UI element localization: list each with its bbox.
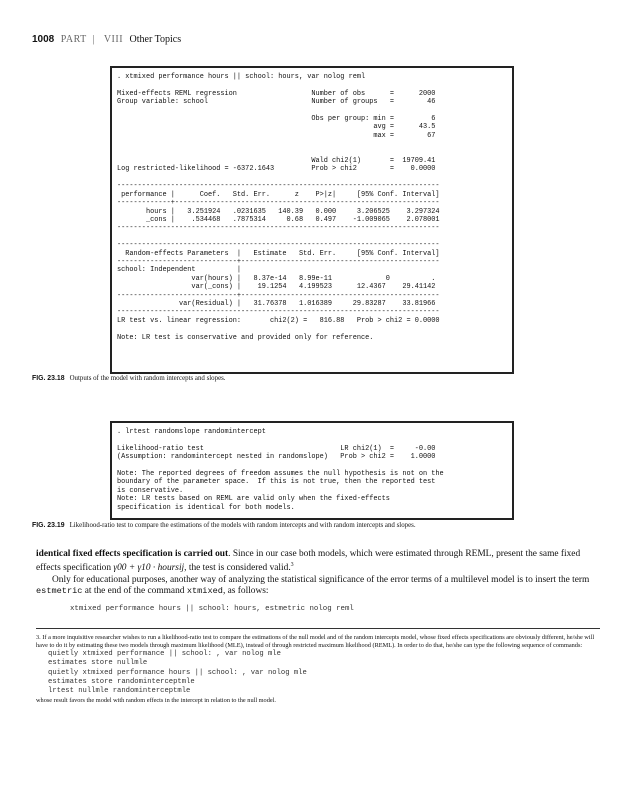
paragraph-2 xyxy=(36,575,601,597)
footnote-code xyxy=(48,650,602,697)
output-line: Group variable: school Number of groups = 46 xyxy=(117,98,436,107)
output-line: -------------+---------------------------------------------------------------- xyxy=(117,199,440,208)
output-line: Wald chi2(1) = 19709.41 xyxy=(117,157,436,166)
part-number: VIII xyxy=(103,34,124,45)
text-run: at the end of the command xyxy=(82,585,187,596)
footnote-ref: 3 xyxy=(290,562,294,569)
page-number: 1008 xyxy=(32,34,55,45)
code-line: quietly xtmixed performance hours || school: , var nolog mle xyxy=(48,668,307,677)
output-line: is conservative. xyxy=(117,486,184,495)
output-line: Note: LR test is conservative and provided only for reference. xyxy=(117,333,374,342)
output-line: performance | Coef. Std. Err. z P>|z| [95% Conf. Interval] xyxy=(117,190,440,199)
figure-23-19-caption xyxy=(32,522,416,529)
output-line xyxy=(117,436,512,444)
code-line: estimates store nullmle xyxy=(48,659,148,668)
code-line: lrtest nullmle randominterceptmle xyxy=(48,687,191,696)
formula: γ00 + γ10 · hoursij xyxy=(113,563,185,574)
bold-phrase: identical fixed effects specification is carried out xyxy=(36,549,229,559)
output-line: Random-effects Parameters | Estimate Std. Err. [95% Conf. Interval] xyxy=(117,249,440,258)
output-line: avg = 43.5 xyxy=(117,123,436,132)
text-run: , the test is considered valid. xyxy=(184,563,291,574)
output-line: school: Independent | xyxy=(117,266,242,275)
output-line: max = 67 xyxy=(117,131,436,140)
paragraph-1 xyxy=(36,549,601,575)
output-line: var(hours) | 8.37e-14 8.99e-11 0 . xyxy=(117,274,436,283)
output-line: LR test vs. linear regression: chi2(2) = 816.88 Prob > chi2 = 0.0000 xyxy=(117,316,440,325)
figure-23-18-output xyxy=(110,66,514,374)
output-line: (Assumption: randomintercept nested in randomslope) Prob > chi2 = 1.0000 xyxy=(117,453,436,462)
text-run: Only for educational purposes, another way of analyzing the statistical significance of the error terms of a multilevel model is to insert the term xyxy=(52,574,590,585)
footnote-end: whose result favors the model with random effects in the intercept in relation to the null model. xyxy=(36,696,276,704)
inline-code: xtmixed xyxy=(186,585,223,596)
figure-label: FIG. 23.18 xyxy=(32,375,65,382)
output-line: Note: The reported degrees of freedom assumes the null hypothesis is not on the xyxy=(117,470,444,479)
code-line: estimates store randominterceptmle xyxy=(48,678,195,687)
footnote-rule xyxy=(36,628,600,629)
output-line xyxy=(117,81,512,89)
output-line: boundary of the parameter space. If this is not true, then the reported test xyxy=(117,478,436,487)
output-line: var(Residual) | 31.76378 1.016389 29.83287 33.81966 xyxy=(117,299,436,308)
running-header xyxy=(32,34,181,45)
output-line: ------------------------------------------------------------------------------ xyxy=(117,182,440,191)
output-line: var(_cons) | 19.1254 4.199523 12.4367 29.41142 xyxy=(117,283,436,292)
text-run: . Since in our case both models, which were estimated through REML, present the same fixed effects specification xyxy=(36,549,581,574)
output-line: ------------------------------------------------------------------------------ xyxy=(117,224,440,233)
output-line xyxy=(117,140,512,148)
command-line: xtmixed performance hours || school: hours, estmetric nolog reml xyxy=(70,605,354,613)
figure-label: FIG. 23.19 xyxy=(32,522,65,529)
output-line: . lrtest randomslope randomintercept xyxy=(117,428,266,436)
output-line xyxy=(117,325,512,333)
output-line: hours | 3.251924 .0231635 140.39 0.000 3.206525 3.297324 xyxy=(117,207,440,216)
output-line: Obs per group: min = 6 xyxy=(117,115,436,124)
output-line: Mixed-effects REML regression Number of obs = 2000 xyxy=(117,89,436,98)
output-line: _cons | .534468 .7875314 0.68 0.497 -1.009065 2.078001 xyxy=(117,215,440,224)
stata-output-lrtest xyxy=(117,428,512,512)
text-run: , as follows: xyxy=(222,585,269,596)
part-label: PART xyxy=(60,34,87,45)
chapter-title: Other Topics xyxy=(129,34,182,45)
footnote xyxy=(36,634,602,705)
figure-23-18-caption xyxy=(32,375,226,382)
output-line: Likelihood-ratio test LR chi2(1) = -0.00 xyxy=(117,444,436,453)
output-line: Note: LR tests based on REML are valid only when the fixed-effects xyxy=(117,495,390,504)
output-line: ------------------------------------------------------------------------------ xyxy=(117,308,440,317)
output-line: . xtmixed performance hours || school: hours, var nolog reml xyxy=(117,73,366,81)
stata-output-xtmixed xyxy=(117,73,512,342)
inline-code: estmetric xyxy=(36,585,83,596)
output-line: specification is identical for both models. xyxy=(117,503,295,512)
output-line xyxy=(117,233,512,241)
output-line: Log restricted-likelihood = -6372.1643 Prob > chi2 = 0.0000 xyxy=(117,165,436,174)
output-line xyxy=(117,174,512,182)
body-text xyxy=(36,549,601,597)
output-line xyxy=(117,107,512,115)
caption-text: Likelihood-ratio test to compare the estimations of the models with random intercepts and with random intercepts and slopes. xyxy=(69,522,416,529)
footnote-text: 3. If a more inquisitive researcher wishes to run a likelihood-ratio test to compare the estimations of the null model and of the random intercepts model, whose fixed effects specifications are obviously different, he/she will have to do it by estimating these two models through maximum likelihood (MLE), instead of through restricted maximum likelihood (REML). In order to do that, he/she can type the following sequence of commands: xyxy=(36,634,595,649)
figure-23-19-output xyxy=(110,421,514,520)
output-line: ------------------------------------------------------------------------------ xyxy=(117,241,440,250)
output-line xyxy=(117,462,512,470)
caption-text: Outputs of the model with random intercepts and slopes. xyxy=(69,375,226,382)
output-line: -----------------------------+------------------------------------------------ xyxy=(117,291,440,300)
header-separator: | xyxy=(92,34,95,45)
output-line xyxy=(117,149,512,157)
code-line: quietly xtmixed performance || school: , var nolog mle xyxy=(48,649,281,658)
output-line: -----------------------------+------------------------------------------------ xyxy=(117,257,440,266)
